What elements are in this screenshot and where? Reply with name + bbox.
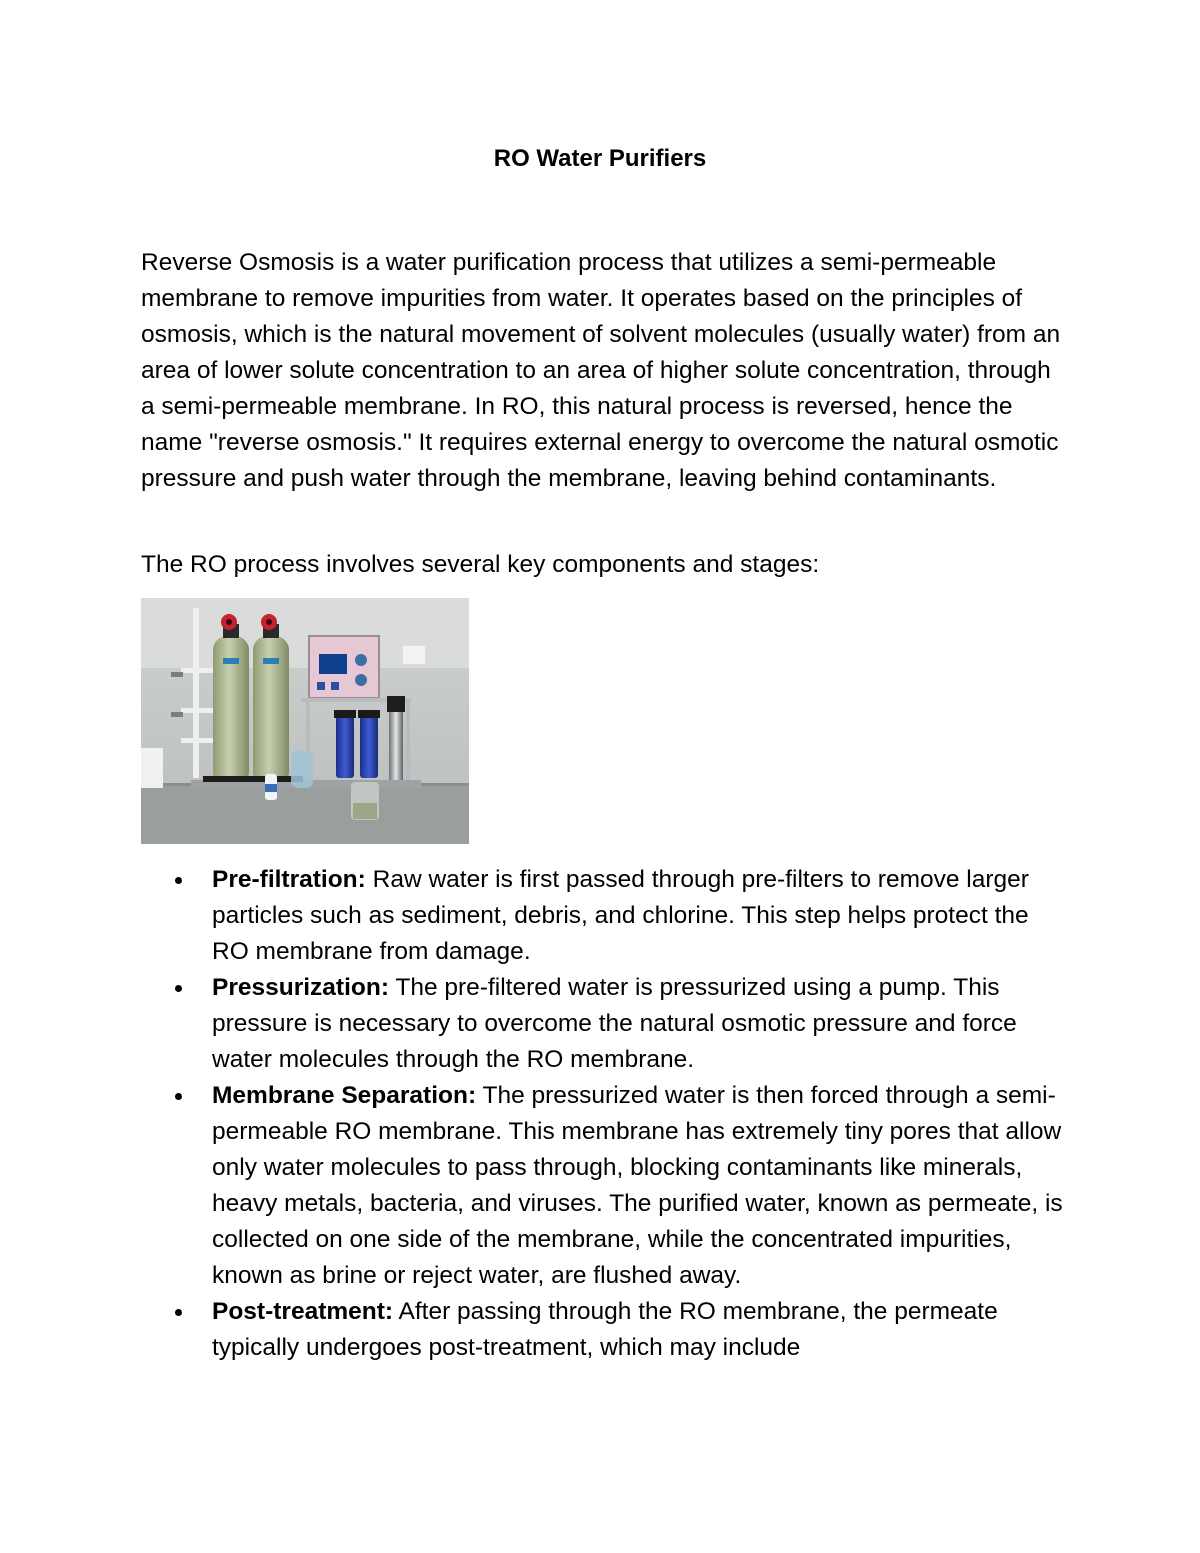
step-term: Post-treatment: — [212, 1298, 394, 1325]
step-term: Membrane Separation: — [212, 1082, 477, 1109]
step-term: Pre-filtration: — [212, 866, 366, 893]
step-description: The pressurized water is then forced through a semi-permeable RO membrane. This membrane has extremely tiny pores that allow only water molecules to pass through, blocking contaminants like minerals, heavy metals, bacteria, and viruses. The purified water, known as permeate, is collected on one side of the membrane, while the concentrated impurities, known as brine or reject water, are flushed away. — [212, 1082, 1063, 1289]
bullet-icon — [175, 1093, 182, 1100]
bullet-icon — [175, 1309, 182, 1316]
intro-paragraph: Reverse Osmosis is a water purification process that utilizes a semi-permeable membrane to remove impurities from water. It operates based on the principles of osmosis, which is the natural movement of solvent molecules (usually water) from an area of lower solute concentration to an area of higher solute concentration, through a semi-permeable membrane. In RO, this natural process is reversed, hence the name "reverse osmosis." It requires external energy to overcome the natural osmotic pressure and push water through the membrane, leaving behind contaminants. — [141, 249, 1061, 492]
process-steps-list — [141, 862, 1071, 1366]
list-item — [141, 1294, 1071, 1366]
lead-sentence: The RO process involves several key components and stages: — [141, 551, 820, 578]
list-item — [141, 862, 1071, 970]
document-title: RO Water Purifiers — [493, 145, 707, 172]
ro-plant-photo — [141, 598, 469, 844]
list-item — [141, 1078, 1071, 1294]
step-term: Pressurization: — [212, 974, 389, 1001]
bullet-icon — [175, 877, 182, 884]
bullet-icon — [175, 985, 182, 992]
step-description: The pre-filtered water is pressurized using a pump. This pressure is necessary to overcome the natural osmotic pressure and force water molecules through the RO membrane. — [212, 974, 1017, 1073]
step-description: After passing through the RO membrane, the permeate typically undergoes post-treatment, which may include — [212, 1298, 998, 1361]
step-description: Raw water is first passed through pre-filters to remove larger particles such as sediment, debris, and chlorine. This step helps protect the RO membrane from damage. — [212, 866, 1029, 965]
list-item — [141, 970, 1071, 1078]
